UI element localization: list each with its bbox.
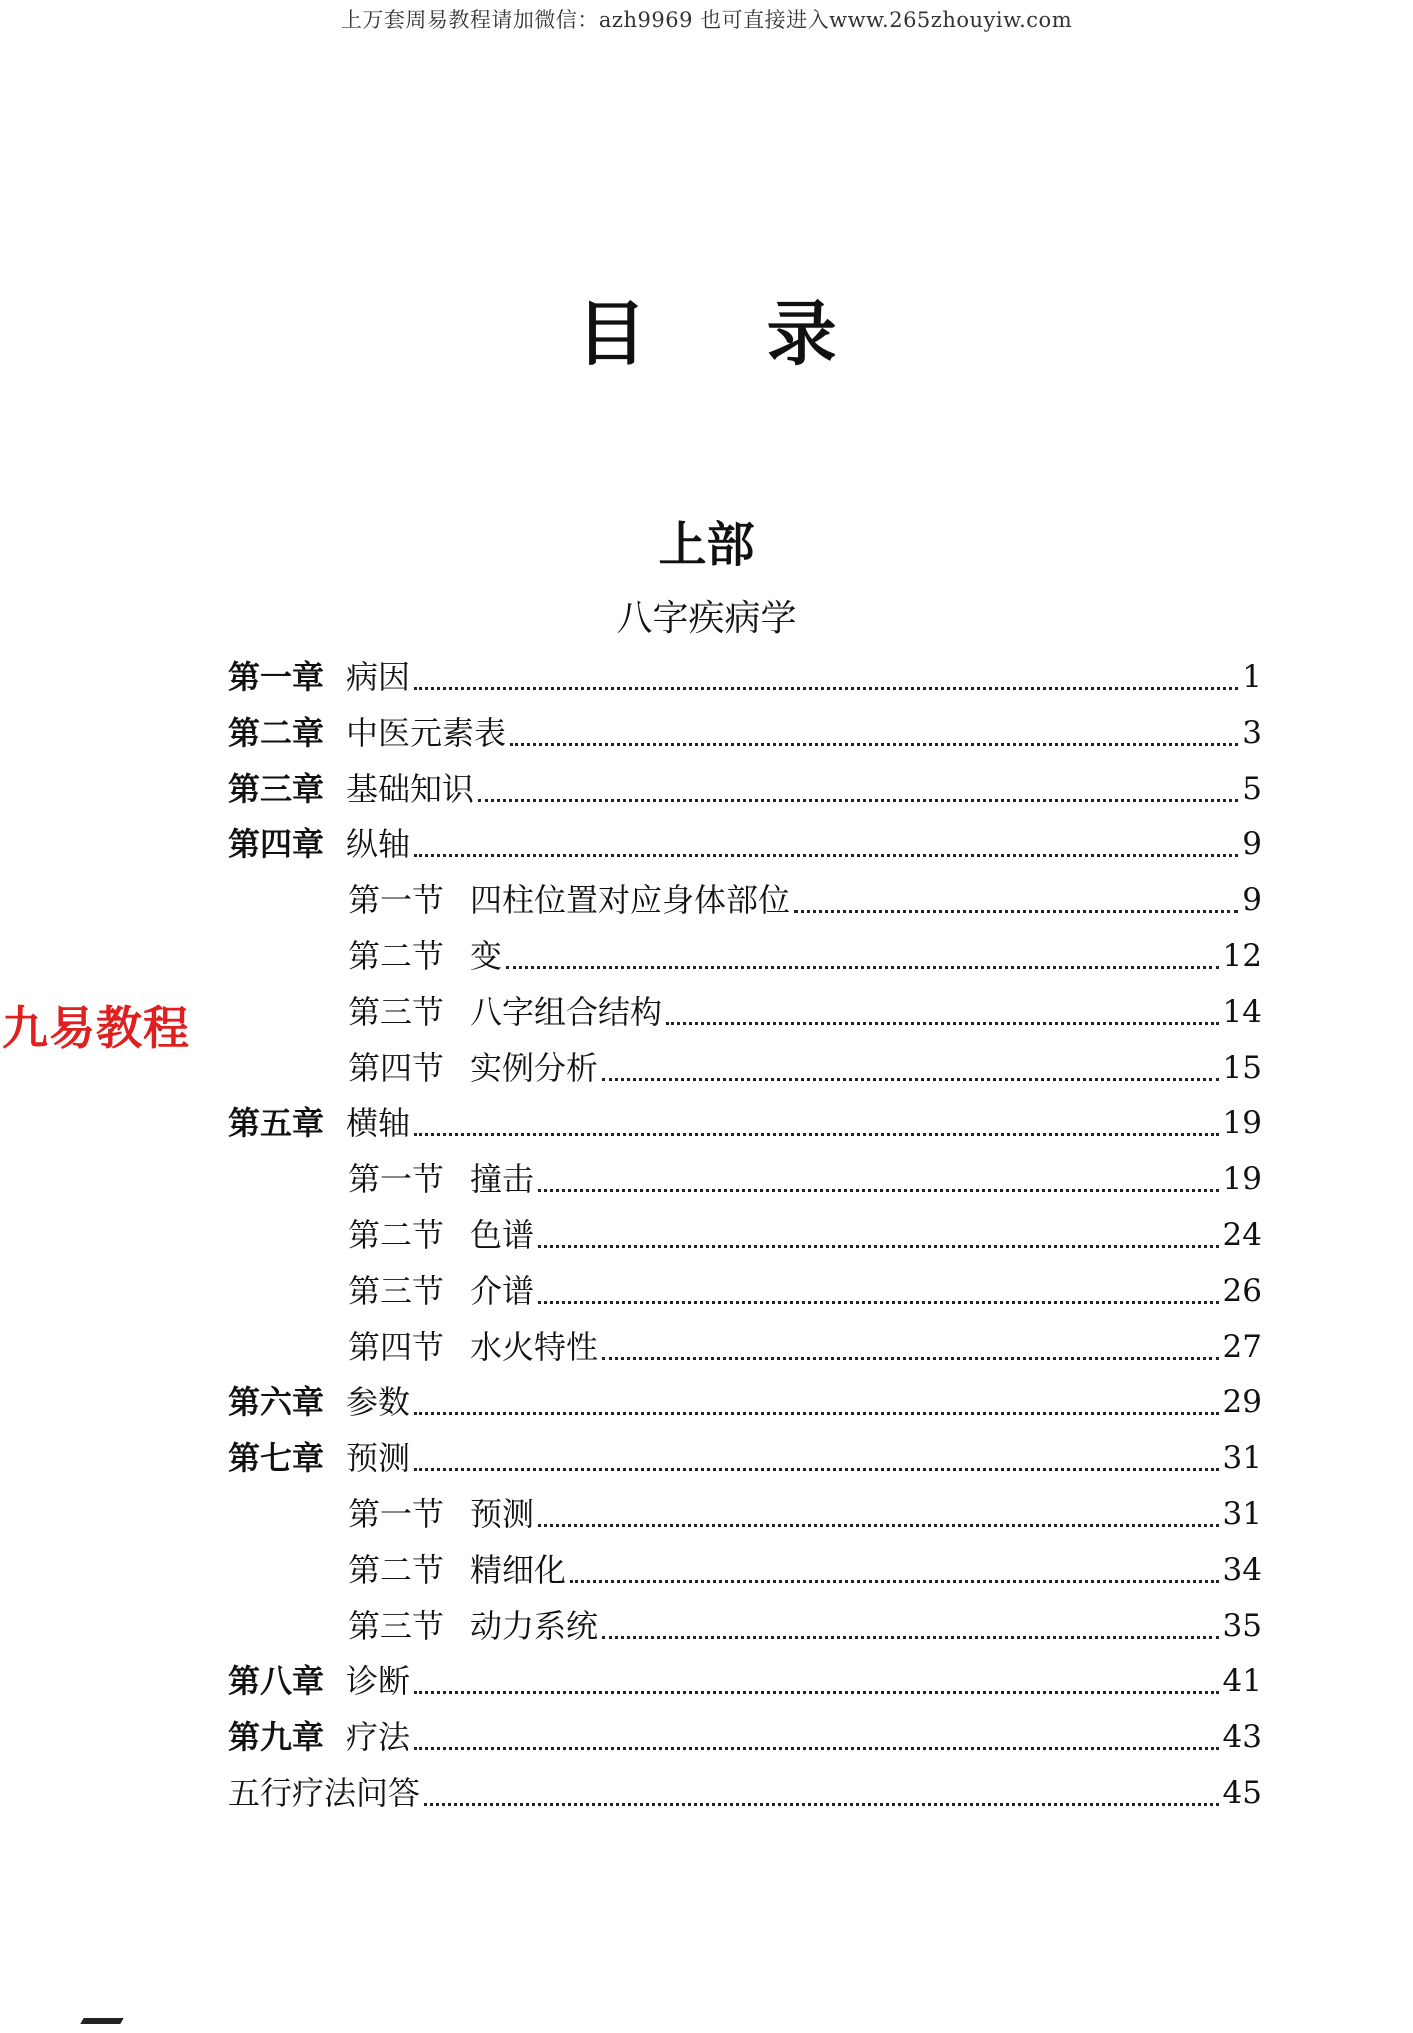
toc-entry-title: 病因 [346, 658, 411, 696]
toc-entry-label: 第二节 [348, 937, 445, 975]
toc-entry-label: 第三章 [228, 769, 325, 808]
toc-dot-leader [666, 1022, 1219, 1025]
toc-entry-label: 第一节 [348, 881, 445, 920]
toc-page-number: 12 [1222, 938, 1262, 974]
toc-dot-leader [414, 687, 1238, 690]
toc-chapter-row[interactable] [228, 1433, 1262, 1483]
toc-dot-leader [506, 966, 1219, 969]
part-subtitle: 八字疾病学 [616, 598, 797, 639]
toc-dot-leader [602, 1636, 1219, 1639]
toc-entry-title: 精细化 [470, 1550, 567, 1589]
toc-entry-label: 第二节 [348, 1550, 445, 1589]
toc-section-row[interactable] [348, 1601, 1262, 1651]
toc-section-row[interactable] [348, 1266, 1262, 1316]
toc-chapter-row[interactable] [228, 652, 1262, 702]
toc-entry-title: 诊断 [346, 1662, 411, 1701]
toc-entry-label: 第四节 [348, 1048, 445, 1087]
toc-dot-leader [414, 1133, 1219, 1136]
toc-chapter-row[interactable] [228, 708, 1262, 758]
toc-entry-title: 实例分析 [470, 1048, 599, 1087]
toc-chapter-row[interactable] [228, 764, 1262, 814]
toc-dot-leader [414, 1747, 1219, 1750]
toc-entry-title: 介谱 [470, 1271, 535, 1310]
toc-page-number: 5 [1242, 770, 1262, 807]
toc-page-number: 31 [1222, 1496, 1262, 1532]
toc-dot-leader [602, 1357, 1219, 1360]
toc-page-number: 19 [1222, 1161, 1262, 1198]
toc-page-number: 24 [1222, 1217, 1262, 1253]
toc-page-number: 27 [1222, 1328, 1262, 1365]
toc-dot-leader [538, 1301, 1219, 1304]
toc-page-number: 35 [1222, 1607, 1262, 1644]
brand-stamp: 九易教程 [2, 1001, 190, 1055]
toc-entry-label: 第七章 [228, 1439, 325, 1478]
toc-entry-label: 第六章 [228, 1383, 325, 1422]
toc-entry-title: 基础知识 [346, 769, 475, 808]
toc-page-number: 9 [1242, 882, 1262, 919]
toc-chapter-row[interactable] [228, 1768, 1262, 1818]
toc-entry-title: 五行疗法问答 [228, 1774, 421, 1812]
toc-entry-title: 色谱 [470, 1216, 535, 1254]
toc-entry-title: 参数 [346, 1383, 411, 1422]
toc-section-row[interactable] [348, 1043, 1262, 1093]
toc-entry-label: 第四章 [228, 825, 325, 864]
toc-section-row[interactable] [348, 1489, 1262, 1539]
toc-page-number: 1 [1242, 659, 1262, 695]
toc-page-number: 19 [1222, 1105, 1262, 1142]
toc-dot-leader [538, 1189, 1219, 1192]
toc-entry-title: 预测 [470, 1495, 535, 1533]
scan-mark [80, 2018, 123, 2024]
page-title: 目 录 [576, 293, 885, 375]
toc-section-row[interactable] [348, 1545, 1262, 1595]
toc-section-row[interactable] [348, 987, 1262, 1037]
toc-entry-title: 变 [470, 937, 503, 975]
toc-chapter-row[interactable] [228, 819, 1262, 869]
toc-dot-leader [570, 1580, 1219, 1583]
toc-chapter-row[interactable] [228, 1377, 1262, 1427]
toc-dot-leader [424, 1803, 1219, 1806]
toc-dot-leader [602, 1078, 1219, 1081]
toc-entry-title: 疗法 [346, 1718, 411, 1757]
toc-page-number: 45 [1222, 1775, 1262, 1811]
toc-entry-title: 纵轴 [346, 825, 411, 864]
part-title: 上部 [658, 517, 755, 573]
toc-entry-label: 第五章 [228, 1104, 325, 1143]
toc-page-number: 26 [1222, 1272, 1262, 1309]
toc-entry-title: 四柱位置对应身体部位 [470, 881, 791, 920]
header-watermark: 上万套周易教程请加微信：azh9969 也可直接进入www.265zhouyiw.com [340, 8, 1073, 32]
toc-dot-leader [538, 1524, 1219, 1527]
toc-chapter-row[interactable] [228, 1712, 1262, 1762]
toc-section-row[interactable] [348, 1210, 1262, 1260]
toc-dot-leader [510, 743, 1238, 746]
toc-section-row[interactable] [348, 1322, 1262, 1372]
toc-entry-label: 第一章 [228, 658, 325, 696]
toc-page-number: 41 [1222, 1663, 1262, 1700]
toc-page-number: 34 [1222, 1551, 1262, 1588]
toc-entry-title: 水火特性 [470, 1327, 599, 1366]
toc-dot-leader [794, 910, 1238, 913]
toc-section-row[interactable] [348, 1154, 1262, 1204]
toc-page-number: 43 [1222, 1719, 1262, 1756]
toc-entry-label: 第三节 [348, 1606, 445, 1645]
toc-page-number: 9 [1242, 826, 1262, 863]
toc-dot-leader [478, 799, 1238, 802]
toc-entry-label: 第二章 [228, 713, 325, 752]
toc-dot-leader [414, 1468, 1219, 1471]
toc-entry-title: 八字组合结构 [470, 992, 663, 1031]
toc-section-row[interactable] [348, 875, 1262, 925]
toc-dot-leader [414, 1691, 1219, 1694]
toc-entry-label: 第八章 [228, 1662, 325, 1701]
toc-chapter-row[interactable] [228, 1098, 1262, 1148]
toc-dot-leader [414, 854, 1238, 857]
toc-entry-label: 第二节 [348, 1216, 445, 1254]
toc-entry-label: 第三节 [348, 1271, 445, 1310]
toc-entry-title: 中医元素表 [346, 713, 507, 752]
toc-entry-title: 横轴 [346, 1104, 411, 1143]
toc-dot-leader [414, 1412, 1219, 1415]
toc-dot-leader [538, 1245, 1219, 1248]
toc-page-number: 3 [1242, 714, 1262, 751]
toc-page-number: 31 [1222, 1440, 1262, 1477]
toc-entry-label: 第一节 [348, 1495, 445, 1533]
toc-entry-title: 预测 [346, 1439, 411, 1478]
toc-entry-label: 第九章 [228, 1718, 325, 1757]
toc-page-number: 14 [1222, 993, 1262, 1030]
toc-entry-label: 第四节 [348, 1327, 445, 1366]
toc-entry-label: 第一节 [348, 1160, 445, 1199]
toc-entry-title: 撞击 [470, 1160, 535, 1199]
toc-page-number: 15 [1222, 1049, 1262, 1086]
toc-section-row[interactable] [348, 931, 1262, 981]
toc-chapter-row[interactable] [228, 1656, 1262, 1706]
toc-page-number: 29 [1222, 1384, 1262, 1421]
toc-entry-title: 动力系统 [470, 1606, 599, 1645]
toc-entry-label: 第三节 [348, 992, 445, 1031]
